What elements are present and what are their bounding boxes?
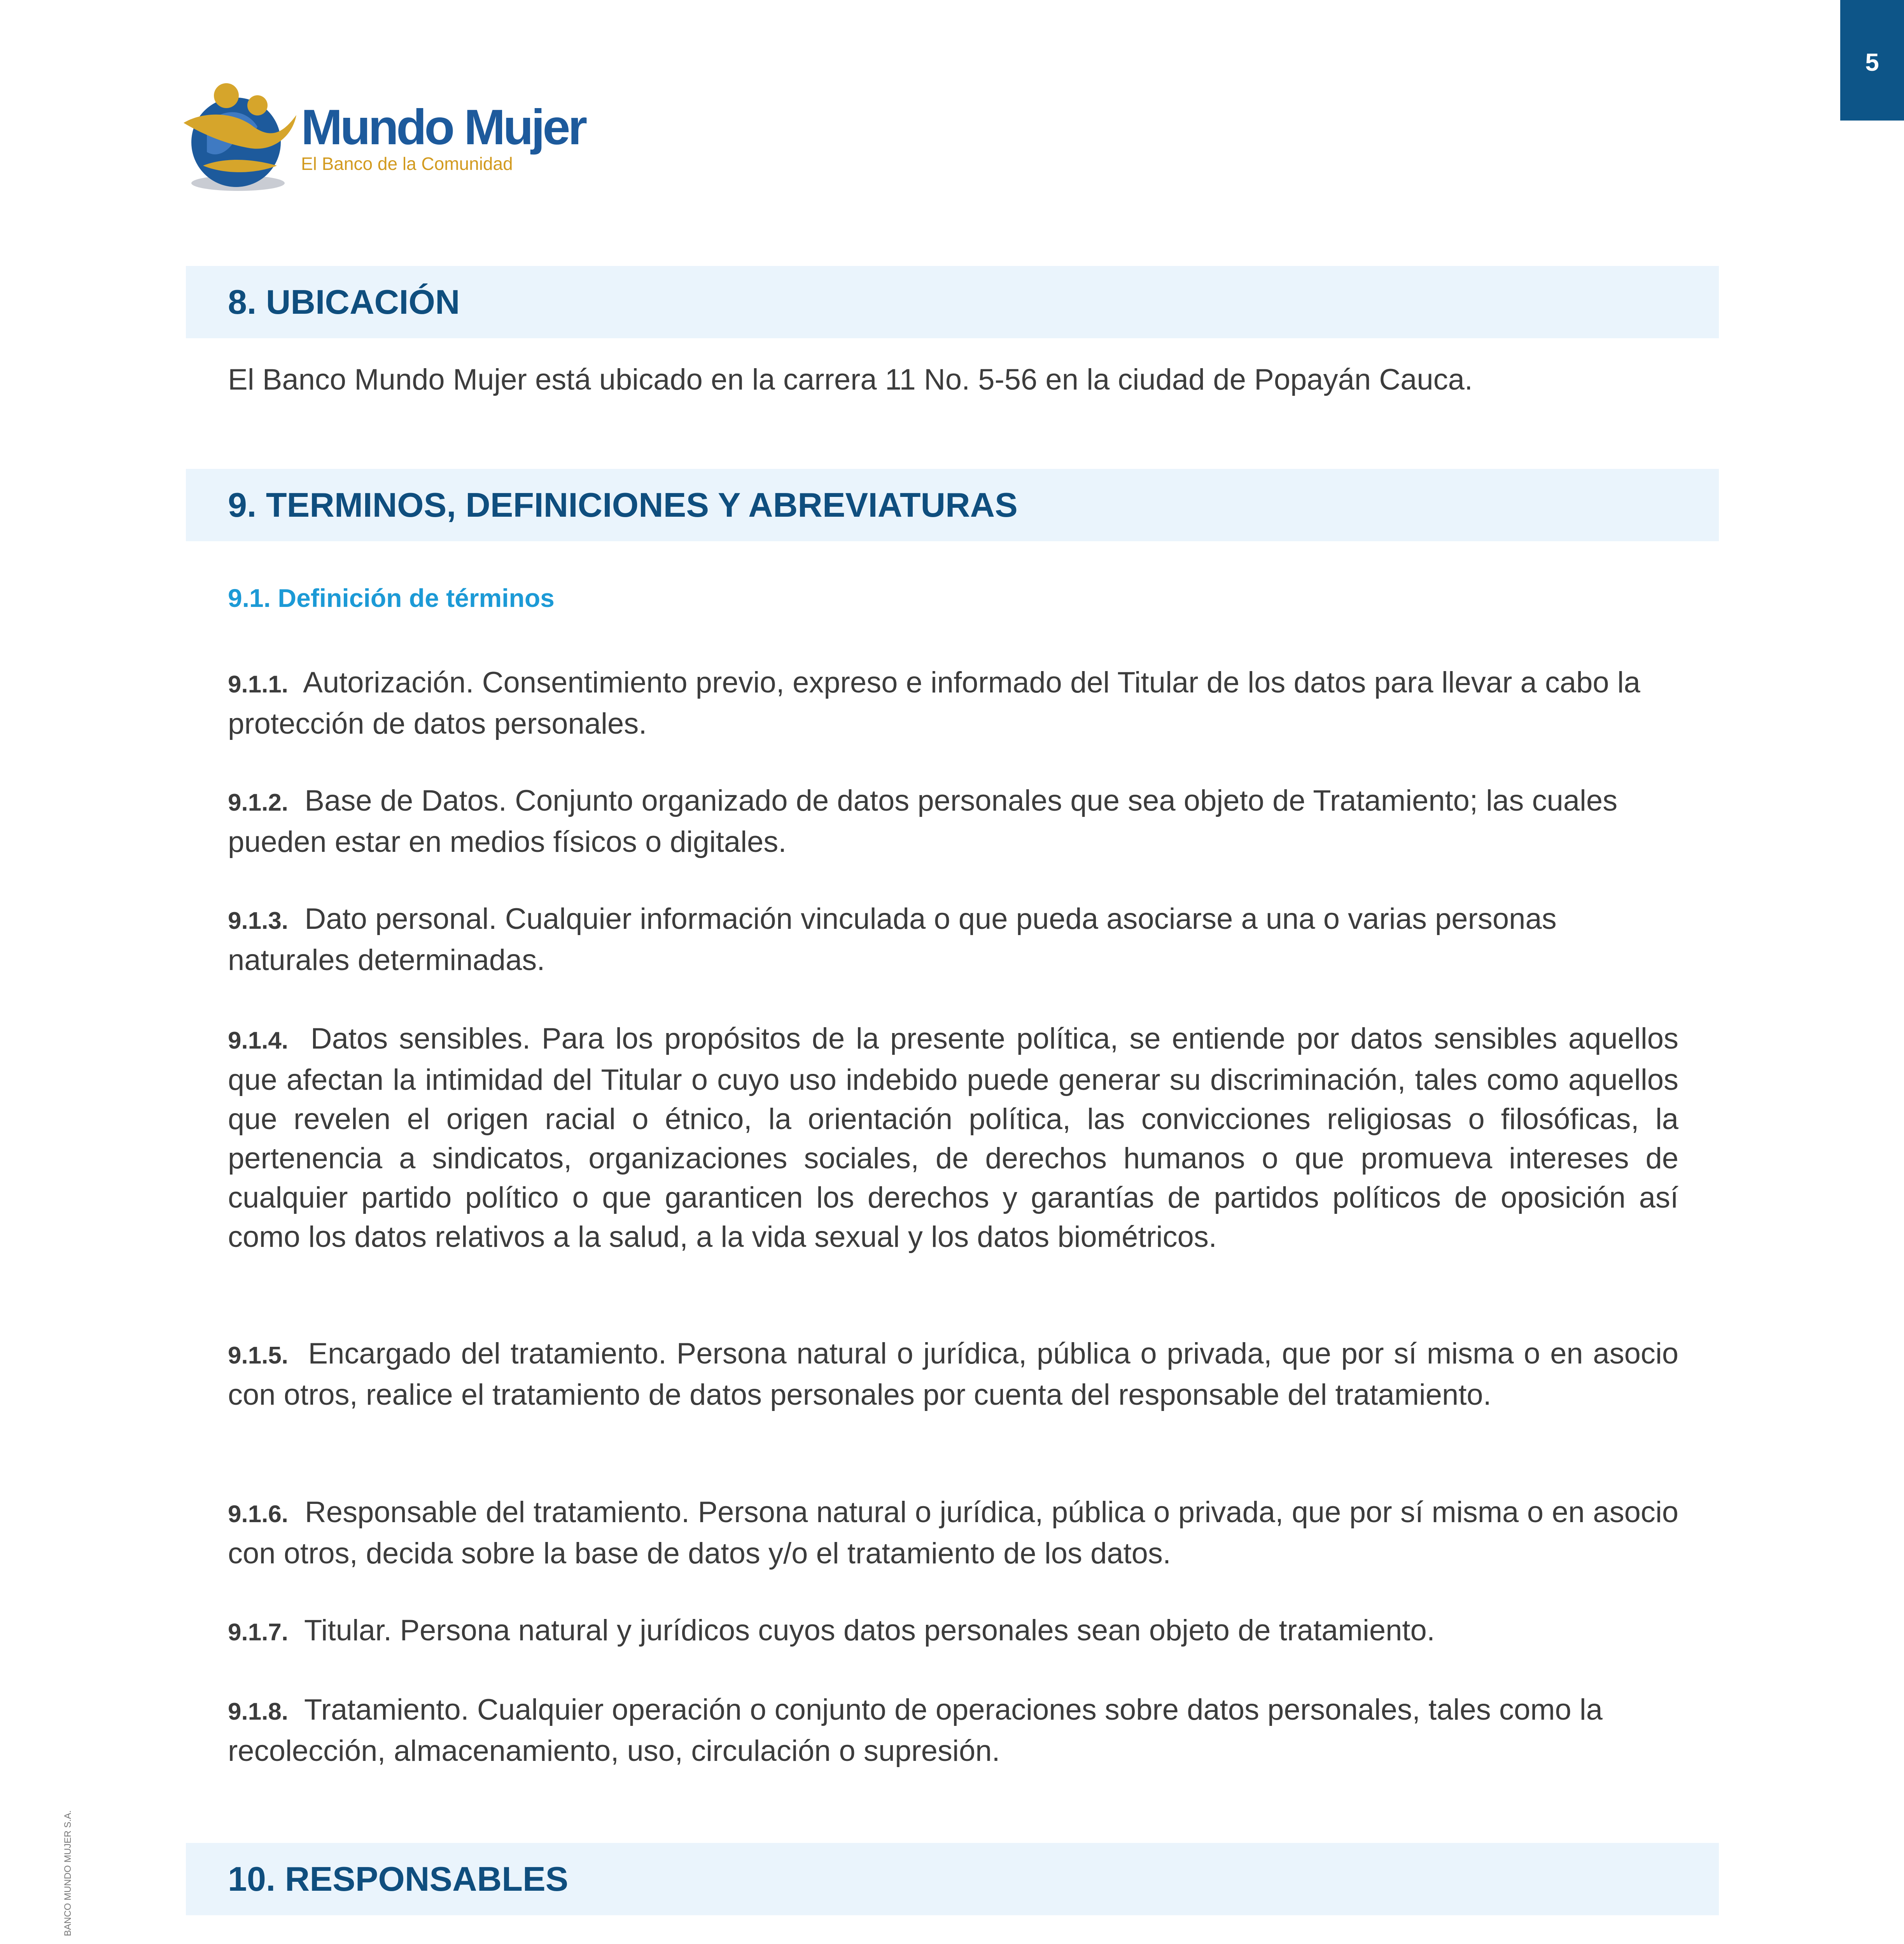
- logo-title: Mundo Mujer: [301, 100, 585, 155]
- definition-text: Base de Datos. Conjunto organizado de datos personales que sea objeto de Tratamiento; las cuales pueden estar en medios físicos o digitales.: [228, 784, 1618, 858]
- definition-text: Titular. Persona natural y jurídicos cuyos datos personales sean objeto de tratamiento.: [304, 1614, 1435, 1647]
- section-header-terminos: [186, 469, 1719, 541]
- definition-item: [228, 1019, 1678, 1257]
- definition-number: 9.1.3.: [228, 907, 289, 934]
- definition-number: 9.1.6.: [228, 1501, 289, 1528]
- definition-text: Datos sensibles. Para los propósitos de la presente política, se entiende por datos sensibles aquellos que afectan la intimidad del Titular o cuyo uso indebido puede generar su discriminación, tales como aquellos que revelen el origen racial o étnico, la orientación política, las convicciones religiosas o filosóficas, la pertenencia a sindicatos, organizaciones sociales, de derechos humanos o que promueva intereses de cualquier partido político o que garanticen los derechos y garantías de partidos políticos de oposición así como los datos relativos a la salud, a la vida sexual y los datos biométricos.: [228, 1022, 1678, 1253]
- vigilado-seal: [47, 1781, 97, 1944]
- section-title: 10. RESPONSABLES: [228, 1860, 569, 1898]
- section-body-ubicacion: El Banco Mundo Mujer está ubicado en la carrera 11 No. 5-56 en la ciudad de Popayán Cauca.: [228, 363, 1473, 396]
- definition-number: 9.1.2.: [228, 789, 289, 816]
- page-number-tab: [1840, 0, 1904, 121]
- bank-logo: [180, 68, 600, 201]
- logo-emblem-icon: [180, 68, 300, 201]
- definition-item: [228, 1690, 1678, 1771]
- definition-item: [228, 781, 1678, 862]
- definition-number: 9.1.1.: [228, 671, 289, 698]
- definition-number: 9.1.7.: [228, 1619, 289, 1646]
- definition-item: [228, 899, 1678, 980]
- definition-item: [228, 1611, 1678, 1652]
- subsection-title-definiciones: 9.1. Definición de términos: [228, 584, 555, 612]
- section-title: 8. UBICACIÓN: [228, 283, 460, 321]
- definition-number: 9.1.8.: [228, 1698, 289, 1725]
- definition-text: Responsable del tratamiento. Persona natural o jurídica, pública o privada, que por sí misma o en asocio con otros, decida sobre la base de datos y/o el tratamiento de los datos.: [228, 1496, 1678, 1570]
- section-header-responsables: [186, 1843, 1719, 1915]
- definition-text: Encargado del tratamiento. Persona natural o jurídica, pública o privada, que por sí misma o en asocio con otros, realice el tratamiento de datos personales por cuenta del responsable del tratamiento.: [228, 1337, 1678, 1411]
- definition-item: [228, 1493, 1678, 1573]
- definition-text: Dato personal. Cualquier información vinculada o que pueda asociarse a una o varias personas naturales determinadas.: [228, 902, 1557, 977]
- section-title: 9. TERMINOS, DEFINICIONES Y ABREVIATURAS: [228, 486, 1018, 524]
- banco-name: BANCO MUNDO MUJER S.A.: [63, 1810, 73, 1936]
- definition-number: 9.1.5.: [228, 1342, 289, 1369]
- definition-item: [228, 663, 1678, 743]
- section-body-responsables: [228, 1942, 1678, 1944]
- logo-subtitle: El Banco de la Comunidad: [301, 154, 513, 174]
- definition-text: Tratamiento. Cualquier operación o conjunto de operaciones sobre datos personales, tales como la recolección, almacenamiento, uso, circulación o supresión.: [228, 1693, 1603, 1767]
- definition-item: [228, 1334, 1678, 1414]
- section-header-ubicacion: [186, 266, 1719, 338]
- page-number: 5: [1865, 48, 1879, 76]
- definition-text: Autorización. Consentimiento previo, expreso e informado del Titular de los datos para llevar a cabo la protección de datos personales.: [228, 666, 1640, 740]
- definition-number: 9.1.4.: [228, 1027, 289, 1054]
